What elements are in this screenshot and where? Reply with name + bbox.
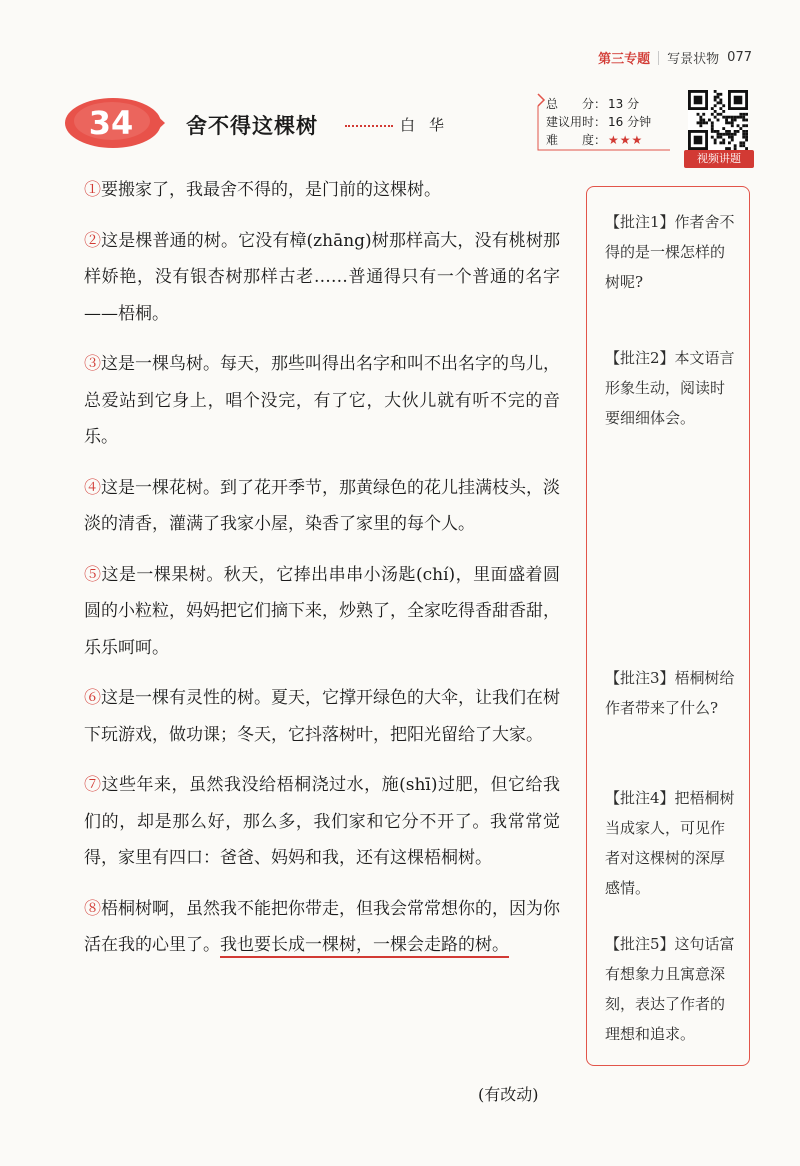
article-number: 34	[88, 104, 134, 142]
annotation-1: 【批注1】作者舍不得的是一棵怎样的树呢?	[605, 213, 735, 291]
paragraph-number: ③	[84, 354, 101, 374]
paragraph-text: 这是一棵鸟树。每天，那些叫得出名字和叫不出名字的鸟儿，总爱站到它身上，唱个没完，有了它，大伙儿就有听不完的音乐。	[84, 354, 560, 447]
video-explain-button[interactable]: 视频讲题	[684, 150, 754, 168]
difficulty-stars: ★★★	[608, 133, 644, 147]
meta-total-score: 总 分： 13 分	[546, 97, 640, 111]
annotation-4: 【批注4】把梧桐树当成家人，可见作者对这棵树的深厚感情。	[605, 789, 735, 897]
paragraph-text: 这些年来，虽然我没给梧桐浇过水，施(shī)过肥，但它给我们的，却是那么好，那么多，我们家和它分不开了。我常常觉得，家里有四口：爸爸、妈妈和我，还有这棵梧桐树。	[84, 775, 561, 868]
paragraph-6	[84, 680, 560, 753]
paragraph-5	[84, 557, 560, 667]
exercise-meta	[530, 92, 680, 158]
paragraph-text: 这是一棵果树。秋天，它捧出串串小汤匙(chí)，里面盛着圆圆的小粒粒，妈妈把它们摘下来，炒熟了，全家吃得香甜香甜，乐乐呵呵。	[84, 564, 561, 658]
paragraph-number: ①	[84, 180, 101, 200]
page-number: 077	[727, 50, 752, 65]
paragraph-number: ⑤	[84, 564, 102, 585]
paragraph-4	[84, 470, 560, 543]
paragraph-number: ⑥	[84, 688, 101, 708]
adaptation-credit: (有改动)	[478, 1085, 539, 1104]
paragraph-2	[84, 223, 560, 333]
title-dotted-leader	[345, 125, 393, 127]
article-author: 白华	[400, 116, 459, 134]
article-number-badge	[64, 96, 166, 150]
header-divider	[658, 51, 659, 65]
paragraph-number: ④	[84, 477, 101, 498]
paragraph-text: 这是一棵有灵性的树。夏天，它撑开绿色的大伞，让我们在树下玩游戏，做功课；冬天，它抖落树叶，把阳光留给了大家。	[84, 688, 560, 745]
page-header	[598, 48, 752, 67]
paragraph-3	[84, 346, 560, 456]
article-body	[84, 172, 560, 978]
category-label: 写景状物	[667, 52, 720, 67]
qr-code[interactable]	[688, 90, 748, 150]
paragraph-number: ②	[84, 230, 102, 251]
meta-difficulty: 难 度： ★★★	[546, 133, 644, 147]
annotation-3: 【批注3】梧桐树给作者带来了什么?	[605, 669, 735, 717]
paragraph-number: ⑧	[84, 898, 101, 919]
paragraph-number: ⑦	[84, 775, 102, 795]
paragraph-8	[84, 891, 560, 964]
annotation-2: 【批注2】本文语言形象生动，阅读时要细细体会。	[605, 349, 735, 427]
annotation-panel	[586, 186, 750, 1066]
article-title: 舍不得这棵树	[186, 114, 318, 138]
underlined-sentence: 我也要长成一棵树，一棵会走路的树。	[220, 935, 509, 955]
paragraph-text: 这是一棵花树。到了花开季节，那黄绿色的花儿挂满枝头，淡淡的清香，灌满了我家小屋，染香了家里的每个人。	[84, 477, 560, 534]
meta-suggested-time: 建议用时： 16 分钟	[546, 115, 652, 129]
annotation-5: 【批注5】这句话富有想象力且寓意深刻，表达了作者的理想和追求。	[605, 935, 735, 1043]
paragraph-text: 要搬家了，我最舍不得的，是门前的这棵树。	[101, 180, 441, 200]
paragraph-1	[84, 172, 560, 209]
paragraph-text: 梧桐树啊，虽然我不能把你带走，但我会常常想你的，因为你活在我的心里了。	[84, 898, 560, 955]
paragraph-text: 这是棵普通的树。它没有樟(zhāng)树那样高大，没有桃树那样娇艳，没有银杏树那样古老……普通得只有一个普通的名字——梧桐。	[84, 230, 561, 324]
paragraph-7	[84, 767, 560, 877]
section-label: 第三专题	[598, 52, 651, 67]
